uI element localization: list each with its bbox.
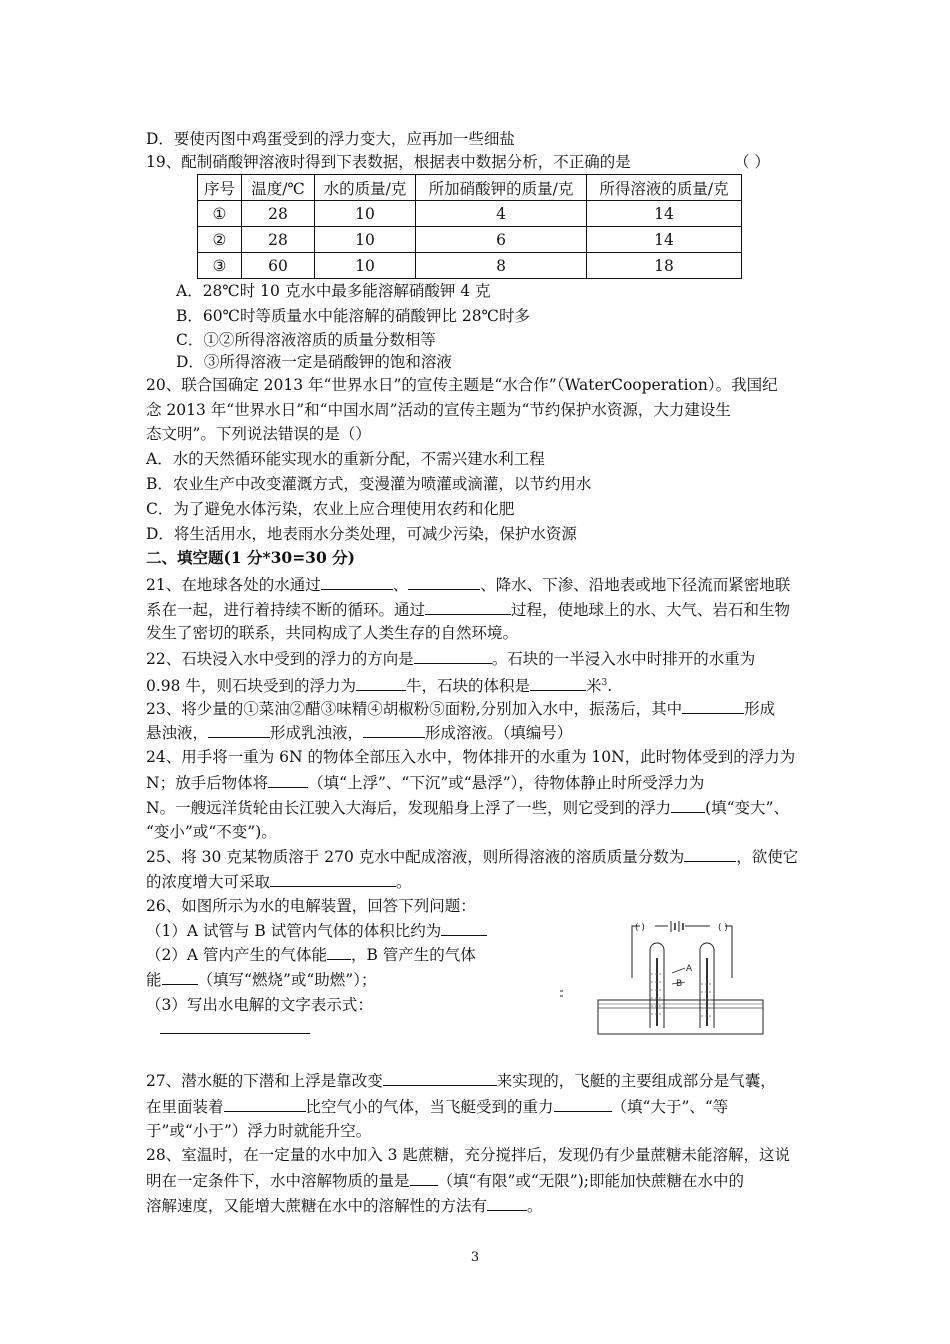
table-cell: 10 bbox=[315, 227, 416, 253]
table-header-cell: 温度/℃ bbox=[242, 175, 315, 201]
table-cell: 18 bbox=[587, 253, 742, 279]
q20-option-d: D．将生活用水，地表雨水分类处理，可减少污染，保护水资源 bbox=[146, 525, 577, 543]
q22-line1: 22、石块浸入水中受到的浮力的方向是 。石块的一半浸入水中时排开的水重为 bbox=[146, 650, 756, 668]
q26-answer-line bbox=[160, 1033, 310, 1034]
q28-line3: 溶解速度，又能增大蔗糖在水中的溶解性的方法有 。 bbox=[146, 1197, 543, 1215]
label-b: B bbox=[676, 979, 683, 989]
table-header-cell: 序号 bbox=[198, 175, 242, 201]
table-header-cell: 水的质量/克 bbox=[315, 175, 416, 201]
q20-stem-line1: 20、联合国确定 2013 年“世界水日”的宣传主题是“水合作”（WaterCooperation）。我国纪 bbox=[146, 376, 778, 394]
table-cell: 8 bbox=[416, 253, 587, 279]
table-header-row bbox=[198, 175, 742, 201]
q26-part1: （1）A 试管与 B 试管内气体的体积比约为 bbox=[146, 920, 487, 941]
table-cell: ② bbox=[198, 227, 242, 253]
table-row bbox=[198, 201, 742, 227]
q19-option-d: D．③所得溶液一定是硝酸钾的饱和溶液 bbox=[176, 353, 452, 371]
electrolysis-diagram bbox=[560, 918, 775, 1048]
q19-stem: 19、配制硝酸钾溶液时得到下表数据，根据表中数据分析，不正确的是 （ ） bbox=[146, 153, 770, 171]
q19-option-a: A．28℃时 10 克水中最多能溶解硝酸钾 4 克 bbox=[176, 282, 491, 300]
q20-stem-line3: 态文明”。下列说法错误的是（） bbox=[146, 425, 371, 443]
q26-part2-cont: 能 （填写“燃烧”或“助燃”）； bbox=[146, 971, 377, 989]
q25-line2: 的浓度增大可采取 。 bbox=[146, 873, 412, 891]
table-cell: 10 bbox=[315, 201, 416, 227]
section-title-fill-in: 二、填空题(1 分*30=30 分) bbox=[146, 548, 355, 567]
table-row bbox=[198, 227, 742, 253]
q20-option-a: A．水的天然循环能实现水的重新分配，不需兴建水利工程 bbox=[146, 450, 545, 468]
q24-line2: N；放手后物体将 （填“上浮”、“下沉”或“悬浮”），待物体静止时所受浮力为 bbox=[146, 774, 705, 792]
q27-line2: 在里面装着 比空气小的气体，当飞艇受到的重力 （填“大于”、“等 bbox=[146, 1098, 729, 1116]
q19-option-b: B．60℃时等质量水中能溶解的硝酸钾比 28℃时多 bbox=[176, 307, 530, 325]
table-cell: 28 bbox=[242, 227, 315, 253]
q20-option-c: C．为了避免水体污染，农业上应合理使用农药和化肥 bbox=[146, 500, 515, 518]
q21-line3: 发生了密切的联系，共同构成了人类生存的自然环境。 bbox=[146, 624, 519, 642]
q28-line2: 明在一定条件下，水中溶解物质的量是 （填“有限”或“无限”);即能加快蔗糖在水中的 bbox=[146, 1172, 744, 1190]
q24-line1: 24、用手将一重为 6N 的物体全部压入水中，物体排开的水重为 10N，此时物体受到的浮力为 bbox=[146, 748, 796, 766]
q24-line3: N。一艘远洋货轮由长江驶入大海后，发现船身上浮了一些，则它受到的浮力 (填“变大”、 bbox=[146, 799, 789, 817]
solubility-table bbox=[197, 174, 742, 279]
label-a: A bbox=[686, 964, 693, 974]
page-number: 3 bbox=[470, 1250, 480, 1265]
q26-part2: （2）A 管内产生的气体能 ，B 管产生的气体 bbox=[146, 946, 476, 964]
q23-line1: 23、将少量的①菜油②醋③味精④胡椒粉⑤面粉,分别加入水中，振荡后，其中 形成 bbox=[146, 700, 776, 718]
table-cell: 28 bbox=[242, 201, 315, 227]
table-header-cell: 所得溶液的质量/克 bbox=[587, 175, 742, 201]
table-cell: 10 bbox=[315, 253, 416, 279]
q20-option-b: B．农业生产中改变灌溉方式，变漫灌为喷灌或滴灌，以节约用水 bbox=[146, 475, 592, 493]
q18-option-d: D．要使丙图中鸡蛋受到的浮力变大，应再加一些细盐 bbox=[146, 130, 515, 148]
q27-line1: 27、潜水艇的下潜和上浮是靠改变 来实现的，飞艇的主要组成部分是气囊， bbox=[146, 1072, 776, 1090]
q22-line2: 0.98 牛，则石块受到的浮力为 牛，石块的体积是 米$^3$. bbox=[146, 677, 613, 696]
q27-line3: 于”或“小于”）浮力时就能升空。 bbox=[146, 1122, 372, 1140]
q26-part3: （3）写出水电解的文字表示式： bbox=[146, 996, 373, 1014]
q26-stem: 26、如图所示为水的电解装置，回答下列问题： bbox=[146, 897, 476, 915]
table-cell: ③ bbox=[198, 253, 242, 279]
table-cell: 60 bbox=[242, 253, 315, 279]
table-header-cell: 所加硝酸钾的质量/克 bbox=[416, 175, 587, 201]
table-cell: 14 bbox=[587, 201, 742, 227]
electrode-left-paren: ( ) bbox=[635, 923, 645, 933]
q24-line4: “变小”或“不变”)。 bbox=[146, 823, 277, 841]
q19-option-c: C．①②所得溶液溶质的质量分数相等 bbox=[176, 331, 436, 349]
q23-line2: 悬浊液， 形成乳浊液， 形成溶液。（填编号） bbox=[146, 724, 573, 742]
table-cell: ① bbox=[198, 201, 242, 227]
water-trough bbox=[598, 1000, 763, 1034]
q21-line1: 21、在地球各处的水通过 、 、降水、下渗、沿地表或地下径流而紧密地联 bbox=[146, 576, 791, 594]
q21-line2: 系在一起，进行着持续不断的循环。通过 过程，使地球上的水、大气、岩石和生物 bbox=[146, 601, 791, 619]
table-row bbox=[198, 253, 742, 279]
table-cell: 14 bbox=[587, 227, 742, 253]
table-cell: 6 bbox=[416, 227, 587, 253]
q25-line1: 25、将 30 克某物质溶于 270 克水中配成溶液，则所得溶液的溶质质量分数为 ，欲使它 bbox=[146, 848, 799, 866]
q28-line1: 28、室温时，在一定量的水中加入 3 匙蔗糖，充分搅拌后，发现仍有少量蔗糖未能溶解，这说 bbox=[146, 1146, 790, 1164]
electrode-right-paren: ( ) bbox=[718, 923, 728, 933]
table-cell: 4 bbox=[416, 201, 587, 227]
q20-stem-line2: 念 2013 年“世界水日”和“中国水周”活动的宣传主题为“节约保护水资源，大力建设生 bbox=[146, 401, 731, 419]
